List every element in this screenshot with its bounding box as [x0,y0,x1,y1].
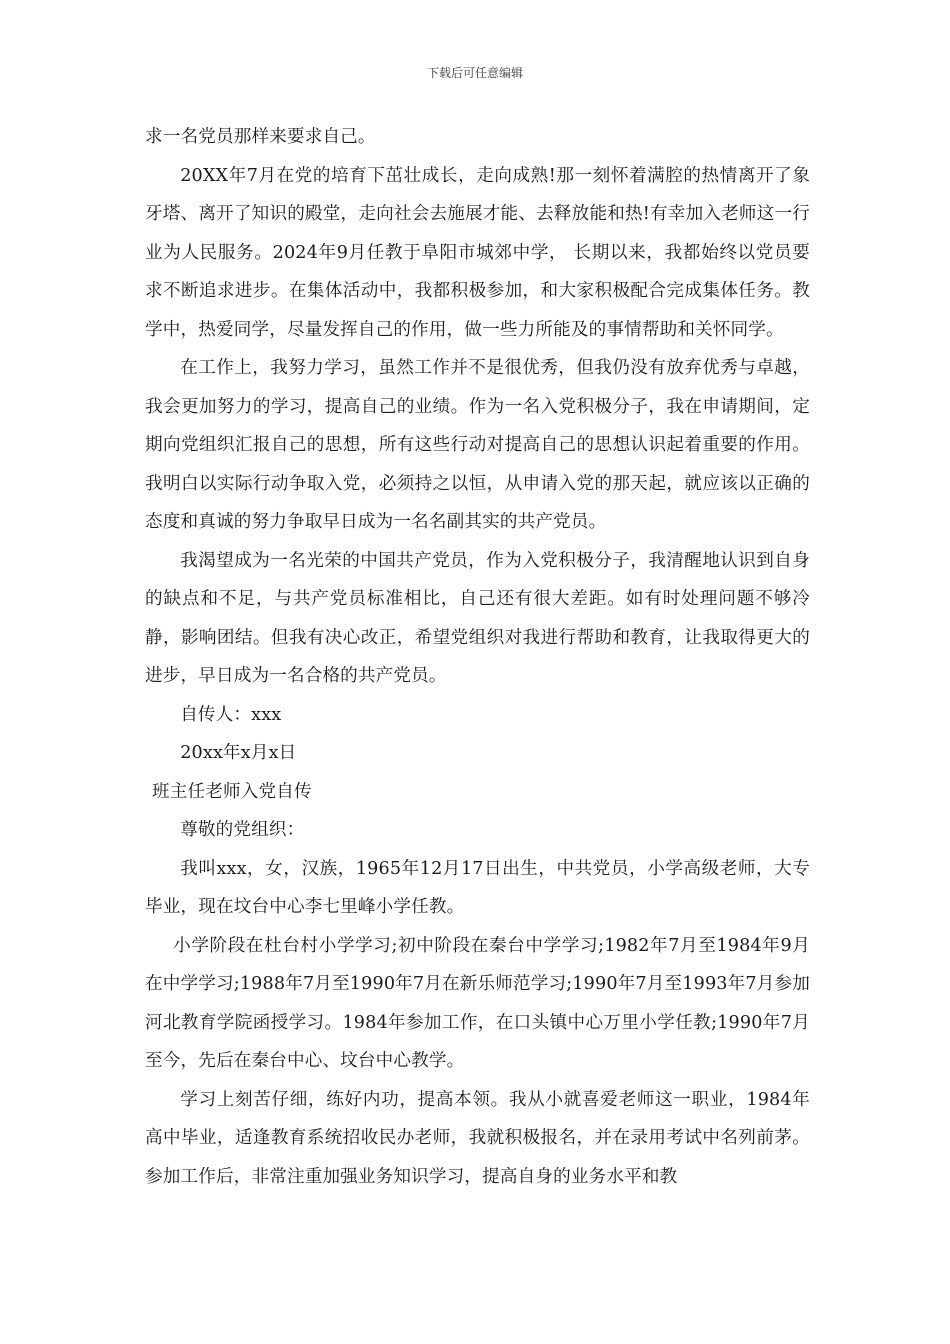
section-title: 班主任老师入党自传 [152,781,312,802]
paragraph-growth: 20XX年7月在党的培育下茁壮成长，走向成熟!那一刻怀着满腔的热情离开了象牙塔、离开了知识的殿堂，走向社会去施展才能、去释放能和热!有幸加入老师这一行业为人民服务。2024年9月任教于阜阳市城郊中学， 长期以来，我都始终以党员要求不断追求进步。在集体活动中，我都积极参加，和大家积极配合完成集体任务。教学中，热爱同学，尽量发挥自己的作用，做一些力所能及的事情帮助和关怀同学。 [145,165,810,340]
signature-author: 自传人：xxx [180,704,282,725]
paragraph-study: 学习上刻苦仔细，练好内功，提高本领。我从小就喜爱老师这一职业，1984年高中毕业，适逢教育系统招收民办老师，我就积极报名，并在录用考试中名列前茅。参加工作后，非常注重加强业务知识学习，提高自身的业务水平和教 [145,1089,810,1187]
paragraph-aspiration: 我渴望成为一名光荣的中国共产党员，作为入党积极分子，我清醒地认识到自身的缺点和不足，与共产党员标准相比，自己还有很大差距。如有时处理问题不够冷静，影响团结。但我有决心改正，希望党组织对我进行帮助和教育，让我取得更大的进步，早日成为一名合格的共产党员。 [145,550,810,686]
paragraph-education: 小学阶段在杜台村小学学习;初中阶段在秦台中学学习;1982年7月至1984年9月在中学学习;1988年7月至1990年7月在新乐师范学习;1990年7月至1993年7月参加河北教育学院函授学习。1984年参加工作，在口头镇中心万里小学任教;1990年7月至今，先后在秦台中心、坟台中心教学。 [145,935,810,1071]
salutation: 尊敬的党组织： [180,820,305,840]
paragraph-continuation: 求一名党员那样来要求自己。 [145,127,376,147]
page-header: 下载后可任意编辑 [426,66,523,80]
paragraph-work: 在工作上，我努力学习，虽然工作并不是很优秀，但我仍没有放弃优秀与卓越，我会更加努力的学习，提高自己的业绩。作为一名入党积极分子，我在申请期间，定期向党组织汇报自己的思想，所有这些行动对提高自己的思想认识起着重要的作用。我明白以实际行动争取入党，必须持之以恒，从申请入党的那天起，就应该以正确的态度和真诚的努力争取早日成为一名名副其实的共产党员。 [145,358,810,532]
paragraph-intro: 我叫xxx，女，汉族，1965年12月17日出生，中共党员，小学高级老师，大专毕业，现在坟台中心李七里峰小学任教。 [145,858,810,917]
signature-date: 20xx年x月x日 [180,743,297,763]
document-body [145,118,810,1196]
